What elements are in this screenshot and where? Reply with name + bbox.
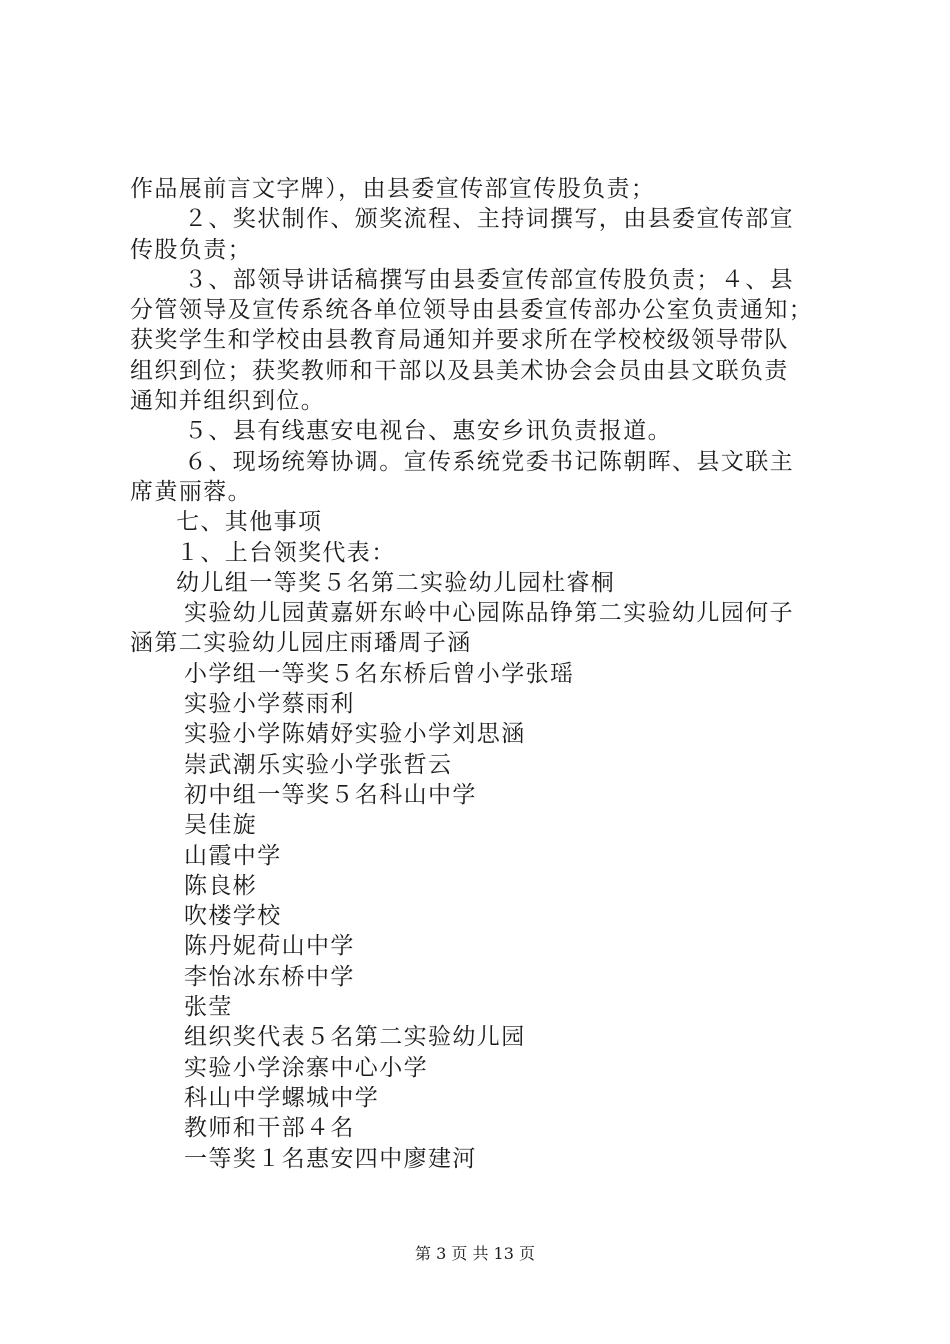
text-line: 分管领导及宣传系统各单位领导由县委宣传部办公室负责通知； [130,297,814,324]
text-line: 张莹 [184,994,233,1021]
text-line: ２、奖状制作、颁奖流程、主持词撰写，由县委宣传部宣 [184,206,794,233]
text-line: 吹楼学校 [184,903,282,930]
text-line: 实验幼儿园黄嘉妍东岭中心园陈品铮第二实验幼儿园何子 [184,600,794,627]
text-line: 通知并组织到位。 [130,388,326,415]
text-line: 教师和干部４名 [184,1115,355,1142]
text-line: 陈良彬 [184,872,258,899]
text-line: 实验小学涂寨中心小学 [184,1054,428,1081]
text-line: 初中组一等奖５名科山中学 [184,781,477,808]
text-line: 吴佳旋 [184,812,258,839]
text-line: 山霞中学 [184,842,282,869]
text-line: 崇武潮乐实验小学张哲云 [184,751,453,778]
text-line: ３、部领导讲话稿撰写由县委宣传部宣传股负责；４、县 [184,266,794,293]
document-body [130,174,842,1174]
page-footer: 第 3 页 共 13 页 [415,1244,535,1263]
text-line: 科山中学螺城中学 [184,1084,380,1111]
text-line: 七、其他事项 [176,509,323,536]
text-line: ６、现场统筹协调。宣传系统党委书记陈朝晖、县文联主 [184,448,794,475]
text-line: 小学组一等奖５名东桥后曾小学张瑶 [184,660,575,687]
text-line: 席黄丽蓉。 [130,478,252,505]
text-line: 传股负责； [130,236,252,263]
text-line: 一等奖１名惠安四中廖建河 [184,1145,477,1172]
text-line: 李怡冰东桥中学 [184,963,355,990]
text-line: ５、县有线惠安电视台、惠安乡讯负责报道。 [184,418,672,445]
text-line: 组织到位；获奖教师和干部以及县美术协会会员由县文联负责 [130,357,789,384]
text-line: 陈丹妮荷山中学 [184,933,355,960]
text-line: 实验小学蔡雨利 [184,691,355,718]
text-line: 实验小学陈婧妤实验小学刘思涵 [184,721,526,748]
text-line: １、上台领奖代表： [176,539,396,566]
text-line: 组织奖代表５名第二实验幼儿园 [184,1024,526,1051]
text-line: 获奖学生和学校由县教育局通知并要求所在学校校级领导带队 [130,327,789,354]
text-line: 作品展前言文字牌），由县委宣传部宣传股负责； [130,176,656,202]
text-line: 幼儿组一等奖５名第二实验幼儿园杜睿桐 [176,569,616,596]
text-line: 涵第二实验幼儿园庄雨璠周子涵 [130,630,472,657]
